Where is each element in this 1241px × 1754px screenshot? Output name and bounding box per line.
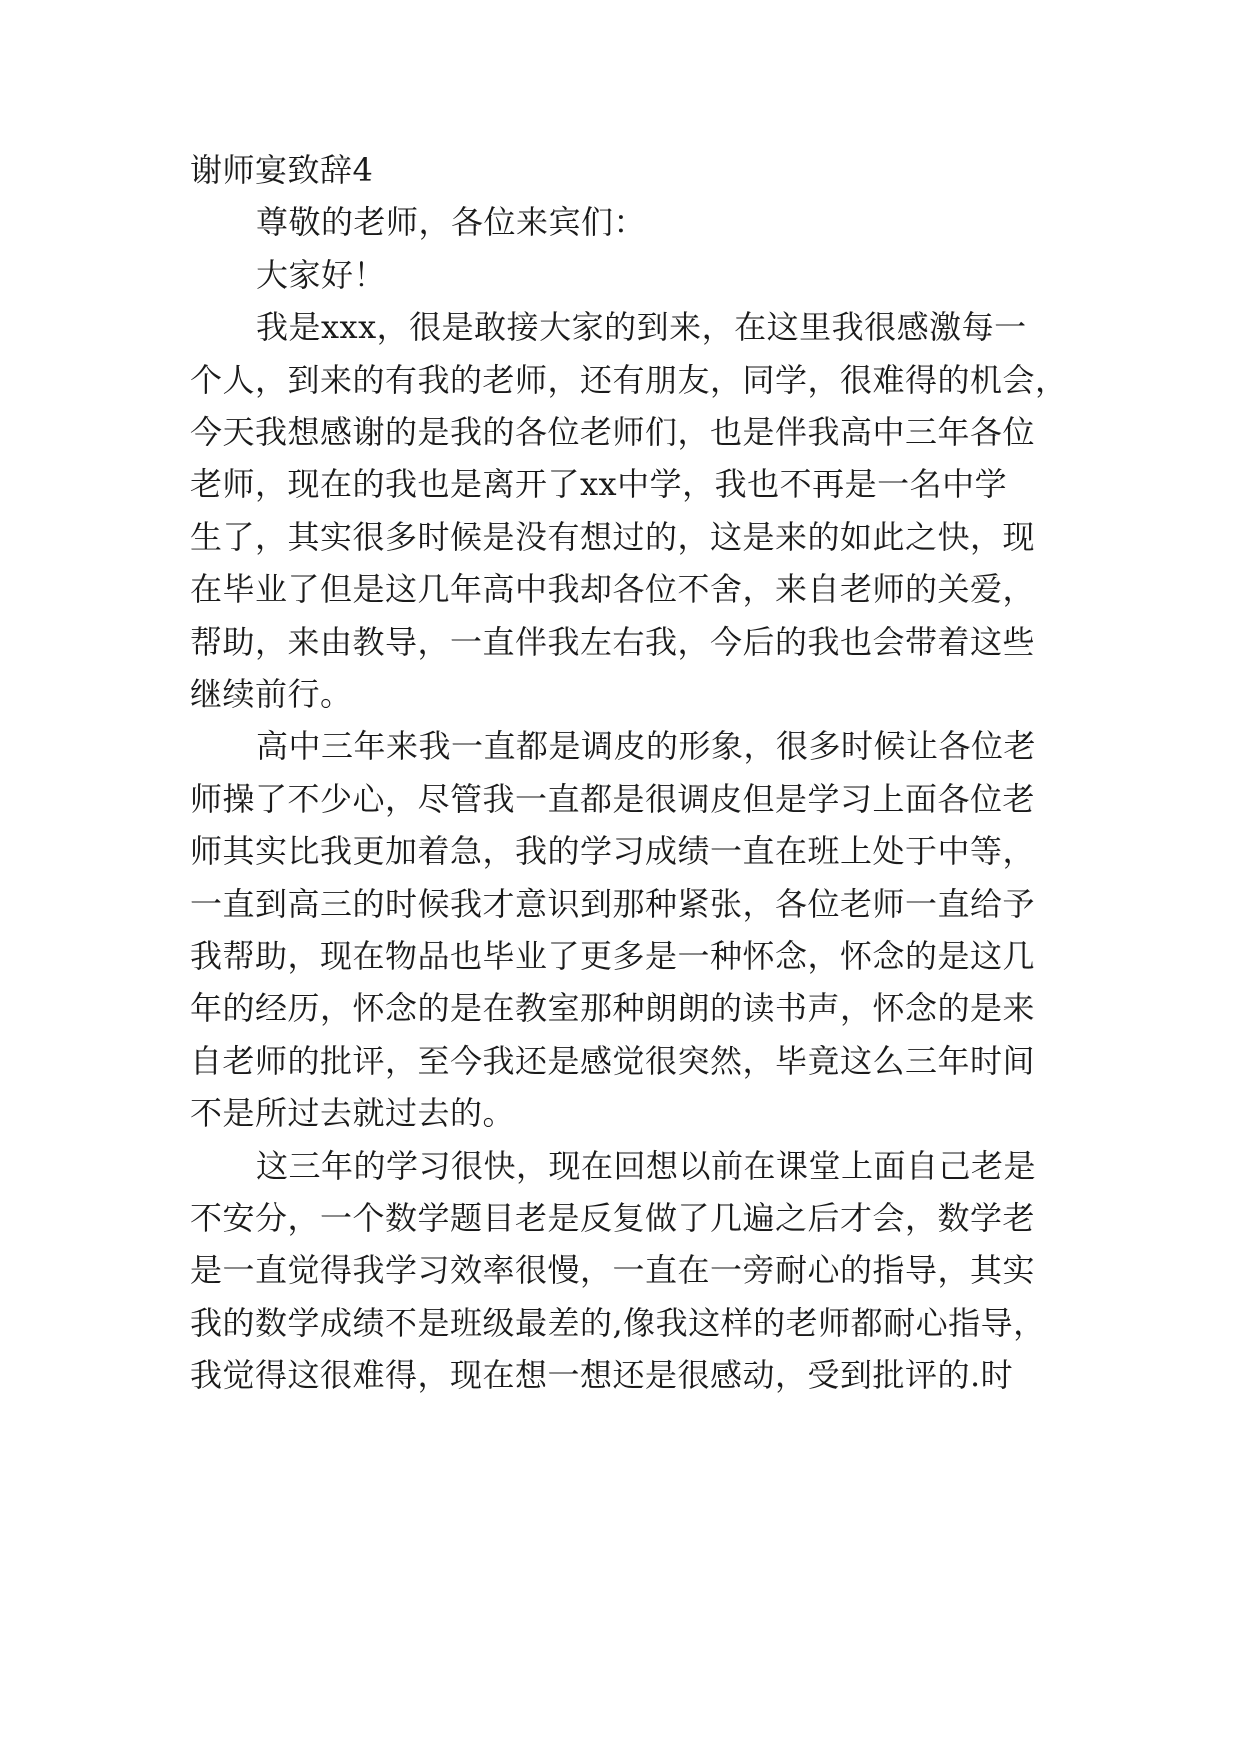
greeting: 大家好！ (256, 256, 387, 294)
paragraph-line: 生了，其实很多时候是没有想过的，这是来的如此之快，现 (190, 518, 1036, 556)
paragraph-line: 这三年的学习很快，现在回想以前在课堂上面自己老是 (256, 1147, 1037, 1185)
paragraph-line: 不安分，一个数学题目老是反复做了几遍之后才会，数学老 (190, 1199, 1036, 1237)
document-title: 谢师宴致辞4 (190, 151, 374, 189)
paragraph-line: 我觉得这很难得，现在想一想还是很感动，受到批评的.时 (190, 1356, 1014, 1394)
salutation: 尊敬的老师，各位来宾们： (256, 203, 647, 241)
paragraph-line: 我是xxx，很是敢接大家的到来，在这里我很感激每一 (256, 308, 1027, 346)
paragraph-line: 继续前行。 (190, 675, 353, 713)
paragraph-line: 个人，到来的有我的老师，还有朋友，同学，很难得的机会， (190, 361, 1068, 399)
paragraph-line: 自老师的批评，至今我还是感觉很突然，毕竟这么三年时间 (190, 1042, 1036, 1080)
paragraph-line: 师其实比我更加着急，我的学习成绩一直在班上处于中等， (190, 832, 1036, 870)
paragraph-line: 年的经历，怀念的是在教室那种朗朗的读书声，怀念的是来 (190, 989, 1036, 1027)
paragraph-line: 不是所过去就过去的。 (190, 1094, 516, 1132)
paragraph-line: 是一直觉得我学习效率很慢，一直在一旁耐心的指导，其实 (190, 1251, 1036, 1289)
paragraph-line: 一直到高三的时候我才意识到那种紧张，各位老师一直给予 (190, 885, 1036, 923)
paragraph-line: 我帮助，现在物品也毕业了更多是一种怀念，怀念的是这几 (190, 937, 1036, 975)
paragraph-line: 高中三年来我一直都是调皮的形象，很多时候让各位老 (256, 727, 1037, 765)
paragraph-line: 老师，现在的我也是离开了xx中学，我也不再是一名中学 (190, 465, 1008, 503)
paragraph-line: 帮助，来由教导，一直伴我左右我，今后的我也会带着这些 (190, 623, 1036, 661)
paragraph-line: 今天我想感谢的是我的各位老师们，也是伴我高中三年各位 (190, 413, 1036, 451)
paragraph-line: 我的数学成绩不是班级最差的,像我这样的老师都耐心指导， (190, 1304, 1046, 1342)
paragraph-line: 在毕业了但是这几年高中我却各位不舍，来自老师的关爱， (190, 570, 1036, 608)
paragraph-line: 师操了不少心，尽管我一直都是很调皮但是学习上面各位老 (190, 780, 1036, 818)
